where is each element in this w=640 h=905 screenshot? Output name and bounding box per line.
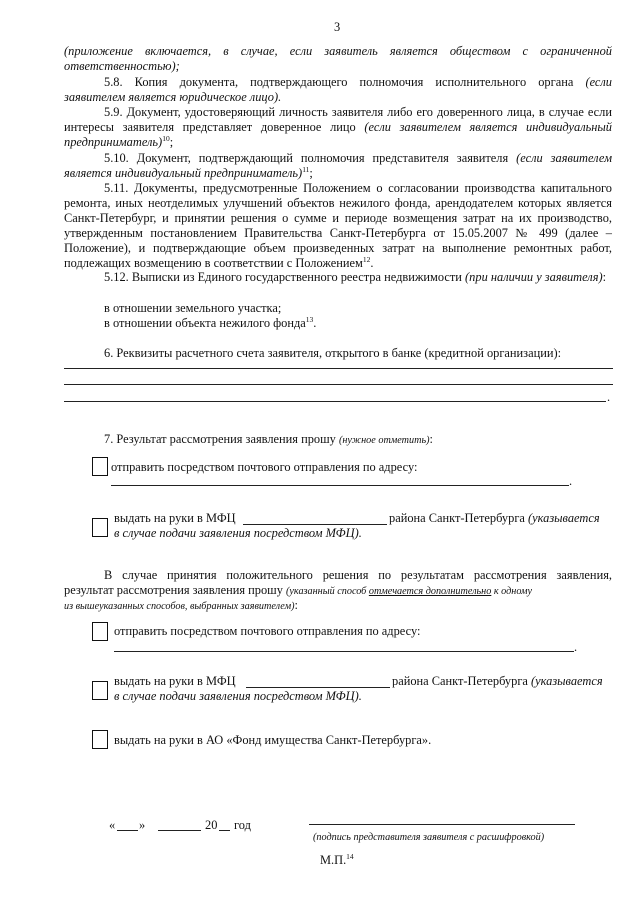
date-year-prefix: 20 bbox=[205, 818, 218, 832]
page-number: 3 bbox=[334, 20, 341, 34]
option-send-by-post-label: отправить посредством почтового отправления по адресу: bbox=[111, 460, 418, 474]
date-year-word: год bbox=[234, 818, 251, 832]
intro-note: (приложение включается, в случае, если заявитель является обществом с ограниченной ответственностью); bbox=[64, 44, 612, 73]
option-mfc-district: района Санкт-Петербурга (указывается bbox=[389, 511, 600, 525]
item-5-12-object: в отношении объекта нежилого фонда$^{13}$. bbox=[104, 314, 317, 330]
checkbox-mfc-2[interactable] bbox=[92, 681, 108, 700]
signature-label: (подпись представителя заявителя с расшифровкой) bbox=[313, 832, 545, 843]
date-open-quote: « bbox=[109, 818, 116, 832]
section-7-title: 7. Результат рассмотрения заявления прошу (нужное отметить): bbox=[104, 432, 433, 446]
checkbox-mfc[interactable] bbox=[92, 518, 108, 537]
post-address-dot: . bbox=[569, 474, 573, 488]
date-close-quote: » bbox=[139, 818, 146, 832]
item-5-10: 5.10. Документ, подтверждающий полномочия представителя заявителя (если заявителем является индивидуальный предприниматель)$^{11}$; bbox=[64, 151, 612, 180]
item-5-12-land: в отношении земельного участка; bbox=[104, 301, 282, 315]
item-5-12: 5.12. Выписки из Единого государственного реестра недвижимости (при наличии у заявителя): bbox=[104, 270, 607, 284]
option-property-fund-label: выдать на руки в АО «Фонд имущества Санкт-Петербурга». bbox=[114, 733, 432, 747]
option-mfc-2-label: выдать на руки в МФЦ bbox=[114, 674, 236, 688]
bank-details-line-2[interactable] bbox=[64, 384, 613, 385]
item-5-9: 5.9. Документ, удостоверяющий личность заявителя либо его доверенного лица, в случае если интересы заявителя представляет доверенное лицо (если заявителем является индивидуальный предприниматель)$^{10}$; bbox=[64, 105, 612, 149]
bank-details-line-1[interactable] bbox=[64, 368, 613, 369]
bank-details-dot: . bbox=[607, 390, 611, 404]
option-mfc-note: в случае подачи заявления посредством МФЦ). bbox=[114, 526, 362, 540]
decision-line-3: из вышеуказанных способов, выбранных заявителем): bbox=[64, 598, 298, 612]
decision-line-2: результат рассмотрения заявления прошу (указанный способ отмечается дополнительно к одному bbox=[64, 583, 533, 597]
date-day-field[interactable] bbox=[117, 830, 138, 831]
post-address-2-dot: . bbox=[574, 640, 578, 654]
date-month-field[interactable] bbox=[158, 830, 201, 831]
checkbox-send-by-post-2[interactable] bbox=[92, 622, 108, 641]
stamp-label: М.П.$^{14}$ bbox=[320, 851, 354, 867]
option-mfc-2-note: в случае подачи заявления посредством МФЦ). bbox=[114, 689, 362, 703]
mfc-district-line-2[interactable] bbox=[246, 687, 390, 688]
post-address-line-2[interactable] bbox=[114, 651, 574, 652]
mfc-district-line[interactable] bbox=[243, 524, 387, 525]
date-year-field[interactable] bbox=[219, 830, 230, 831]
option-mfc-2-district: района Санкт-Петербурга (указывается bbox=[392, 674, 603, 688]
post-address-line[interactable] bbox=[111, 485, 569, 486]
option-mfc-label: выдать на руки в МФЦ bbox=[114, 511, 236, 525]
item-5-11: 5.11. Документы, предусмотренные Положением о согласовании производства капитального ремонта, иных неотделимых улучшений объектов нежилого фонда, арендодателем которых является Санкт-Петербург, и принятии решения о сумме и периоде возмещения затрат на их производство, утвержденным постановлением Правительства Санкт-Петербурга от 15.05.2007 № 499 (далее – Положение), и подтверждающие объем произведенных затрат на выполнение ремонтных работ, подлежащих возмещению в соответствии с Положением$^{12}$. bbox=[64, 181, 612, 270]
item-5-8: 5.8. Копия документа, подтверждающего полномочия исполнительного органа (если заявителем является юридическое лицо). bbox=[64, 75, 612, 104]
option-send-by-post-2-label: отправить посредством почтового отправления по адресу: bbox=[114, 624, 421, 638]
section-6-title: 6. Реквизиты расчетного счета заявителя, открытого в банке (кредитной организации): bbox=[104, 346, 562, 360]
bank-details-line-3[interactable] bbox=[64, 401, 606, 402]
checkbox-send-by-post[interactable] bbox=[92, 457, 108, 476]
signature-line[interactable] bbox=[309, 824, 575, 825]
checkbox-property-fund[interactable] bbox=[92, 730, 108, 749]
decision-line-1: В случае принятия положительного решения по результатам рассмотрения заявления, bbox=[104, 568, 612, 582]
